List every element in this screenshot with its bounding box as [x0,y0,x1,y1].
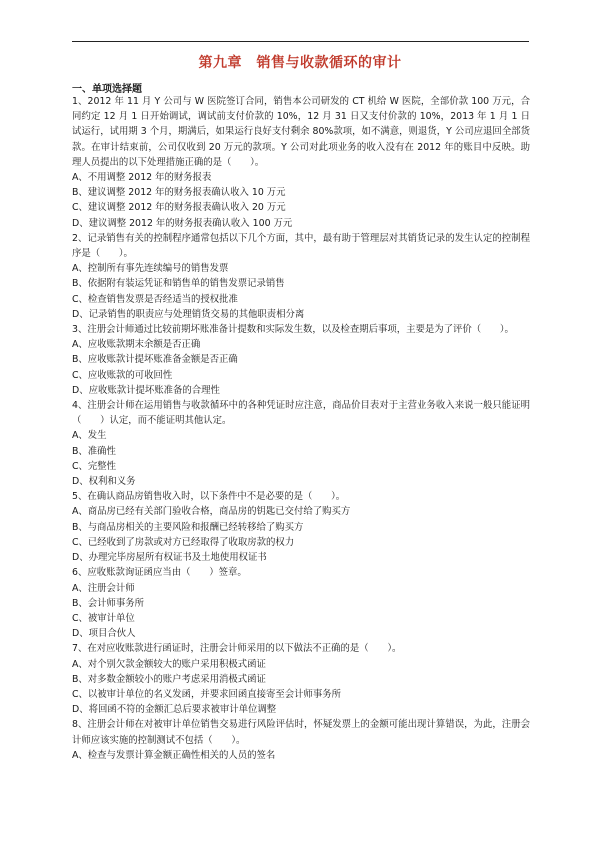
question-stem: 1、2012 年 11 月 Y 公司与 W 医院签订合同，销售本公司研发的 CT 机给 W 医院，全部价款 100 万元，合同约定 12 月 1 日开始调试，调试前支付价款的 10%，12 月 31 日又支付价款的 10%，2013 年 1 月 1 日试运行，试用期 3 个月，期满后，如果运行良好支付剩余 80%款项，如不满意，则退货，Y 公司应退回全部货款。在审计结束前，公司仅收到 20 万元的款项。Y 公司对此项业务的收入没有在 2012 年的账目中反映。助理人员提出的以下处理措施正确的是（ ）。 [72,96,530,168]
option-c: C、以被审计单位的名义发函，并要求回函直接寄至会计师事务所 [72,688,342,700]
option-b: B、建议调整 2012 年的财务报表确认收入 10 万元 [72,187,286,199]
question-1 [72,94,530,231]
option-b: B、准确性 [72,445,116,457]
option-c: C、被审计单位 [72,612,135,624]
question-stem: 5、在确认商品房销售收入时，以下条件中不是必要的是（ ）。 [72,491,346,503]
question-4 [72,398,530,489]
option-b: B、与商品房相关的主要风险和报酬已经转移给了购买方 [72,521,304,533]
question-stem: 7、在对应收账款进行函证时，注册会计师采用的以下做法不正确的是（ ）。 [72,643,402,655]
question-stem: 4、注册会计师在运用销售与收款循环中的各种凭证时应注意，商品价目表对于主营业务收入来说一般只能证明（ ）认定，而不能证明其他认定。 [72,400,530,427]
option-c: C、应收账款的可收回性 [72,369,173,381]
question-8 [72,717,530,763]
option-a: A、检查与发票计算金额正确性相关的人员的签名 [72,749,276,761]
question-stem: 3、注册会计师通过比较前期坏账准备计提数和实际发生数，以及检查期后事项，主要是为了评价（ ）。 [72,324,514,336]
option-d: D、将回函不符的金额汇总后要求被审计单位调整 [72,704,277,716]
chapter-title: 第九章 销售与收款循环的审计 [198,55,402,71]
option-b: B、依据附有装运凭证和销售单的销售发票记录销售 [72,278,285,290]
option-a: A、不用调整 2012 年的财务报表 [72,172,212,184]
section-heading: 一、单项选择题 [72,84,142,95]
question-2 [72,231,530,322]
option-b: B、对多数金额较小的账户考虑采用消极式函证 [72,673,266,685]
option-a: A、对个别欠款金额较大的账户采用积极式函证 [72,658,266,670]
option-a: A、发生 [72,430,107,442]
option-c: C、已经收到了房款或对方已经取得了收取房款的权力 [72,536,295,548]
question-list [72,94,530,763]
option-a: A、注册会计师 [72,582,135,594]
option-c: C、检查销售发票是否经适当的授权批准 [72,293,238,305]
option-d: D、权利和义务 [72,476,136,488]
option-d: D、记录销售的职责应与处理销货交易的其他职责相分离 [72,308,305,320]
option-d: D、办理完毕房屋所有权证书及土地使用权证书 [72,552,267,564]
option-a: A、应收账款期末余额是否正确 [72,339,201,351]
question-3 [72,322,530,398]
question-stem: 6、应收账款询证函应当由（ ）签章。 [72,567,247,579]
question-6 [72,565,530,641]
question-5 [72,489,530,565]
option-d: D、应收账款计提坏账准备的合理性 [72,384,220,396]
option-c: C、建议调整 2012 年的财务报表确认收入 20 万元 [72,202,286,214]
header-rule [72,41,529,42]
question-7 [72,641,530,717]
option-b: B、应收账款计提坏账准备金额是否正确 [72,354,238,366]
option-d: D、项目合伙人 [72,628,136,640]
option-b: B、会计师事务所 [72,597,145,609]
option-d: D、建议调整 2012 年的财务报表确认收入 100 万元 [72,217,293,229]
option-a: A、控制所有事先连续编号的销售发票 [72,263,229,275]
question-stem: 2、记录销售有关的控制程序通常包括以下几个方面，其中，最有助于管理层对其销货记录的发生认定的控制程序是（ ）。 [72,232,530,260]
option-a: A、商品房已经有关部门验收合格，商品房的钥匙已交付给了购买方 [72,506,351,518]
question-stem: 8、注册会计师在对被审计单位销售交易进行风险评估时，怀疑发票上的金额可能出现计算错误，为此，注册会计师应该实施的控制测试不包括（ ）。 [72,719,530,746]
option-c: C、完整性 [72,460,117,472]
